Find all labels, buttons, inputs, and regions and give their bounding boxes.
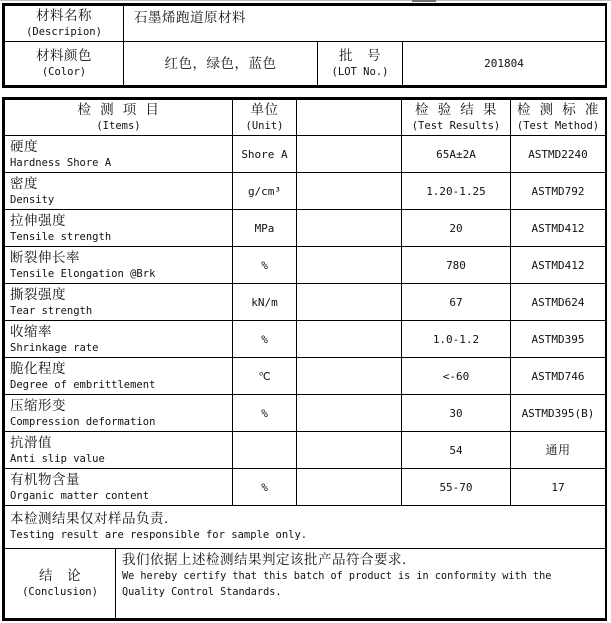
method-cell: ASTMD412 (511, 247, 606, 284)
result-cell: 65A±2A (402, 136, 511, 173)
item-cell (5, 247, 233, 284)
test-row-tensile-strength (5, 210, 606, 247)
test-row-compression (5, 395, 606, 432)
disclaimer-note-en: Testing result are responsible for sample only. (10, 529, 308, 542)
item-cell (5, 358, 233, 395)
method-cell: ASTMD2240 (511, 136, 606, 173)
item-name-en: Tear strength (10, 304, 93, 317)
conclusion-statement-en: We hereby certify that this batch of product is in conformity with the Quality Control Standards. (122, 570, 552, 598)
item-cell (5, 173, 233, 210)
item-name-en: Tensile Elongation @Brk (10, 267, 156, 280)
item-name-en: Density (10, 193, 55, 206)
blank-cell (297, 173, 402, 210)
method-cell: 17 (511, 469, 606, 506)
test-row-embrittlement (5, 358, 606, 395)
col-header-method-en: (Test Method) (516, 120, 600, 132)
blank-cell (297, 284, 402, 321)
col-header-unit-cn: 单位 (250, 102, 279, 118)
result-cell: 1.20-1.25 (402, 173, 511, 210)
material-color-row (5, 42, 606, 86)
item-name-en: Organic matter content (10, 489, 150, 502)
result-cell: 55-70 (402, 469, 511, 506)
col-header-results (402, 100, 511, 136)
result-cell: 67 (402, 284, 511, 321)
blank-cell (297, 321, 402, 358)
material-color-value: 红色，绿色，蓝色 (124, 42, 318, 86)
col-header-items-cn: 检 测 项 目 (77, 102, 160, 118)
col-header-items-en: (Items) (96, 120, 141, 132)
test-row-hardness (5, 136, 606, 173)
item-name-en: Anti slip value (10, 452, 105, 465)
test-table-header-row (5, 100, 606, 136)
col-header-method-cn: 检 测 标 准 (517, 102, 599, 118)
scan-artifact-smudge (412, 0, 436, 2)
item-cell (5, 432, 233, 469)
test-row-tear-strength (5, 284, 606, 321)
unit-cell: g/cm³ (233, 173, 297, 210)
method-cell: 通用 (511, 432, 606, 469)
result-cell: 20 (402, 210, 511, 247)
blank-cell (297, 358, 402, 395)
unit-cell: % (233, 247, 297, 284)
item-name-cn: 压缩形变 (10, 397, 66, 414)
result-cell: 54 (402, 432, 511, 469)
material-color-label-en: (Color) (41, 66, 87, 78)
method-cell: ASTMD792 (511, 173, 606, 210)
lot-number-label (318, 42, 403, 86)
unit-cell: kN/m (233, 284, 297, 321)
conclusion-body (116, 548, 606, 618)
col-header-unit-en: (Unit) (245, 120, 284, 132)
unit-cell: % (233, 321, 297, 358)
conclusion-label-en: (Conclusion) (22, 585, 98, 598)
col-header-results-cn: 检 验 结 果 (415, 102, 497, 118)
item-cell (5, 469, 233, 506)
disclaimer-note-cn: 本检测结果仅对样品负责． (10, 511, 178, 528)
col-header-blank (297, 100, 402, 136)
method-cell: ASTMD746 (511, 358, 606, 395)
method-cell: ASTMD412 (511, 210, 606, 247)
test-results-table (2, 97, 607, 621)
unit-cell: Shore A (233, 136, 297, 173)
method-cell: ASTMD395 (511, 321, 606, 358)
unit-cell: % (233, 395, 297, 432)
material-info-table (2, 3, 607, 88)
method-cell: ASTMD395(B) (511, 395, 606, 432)
item-cell (5, 321, 233, 358)
unit-cell: MPa (233, 210, 297, 247)
col-header-method (511, 100, 606, 136)
result-cell: 1.0-1.2 (402, 321, 511, 358)
col-header-items (5, 100, 233, 136)
test-row-shrinkage (5, 321, 606, 358)
material-name-label (5, 6, 124, 42)
item-name-cn: 撕裂强度 (10, 286, 66, 303)
conclusion-row (5, 548, 606, 618)
disclaimer-note (5, 506, 606, 548)
conclusion-label-cn: 结 论 (39, 567, 81, 584)
item-name-cn: 密度 (10, 175, 38, 192)
item-name-en: Hardness Shore A (10, 156, 112, 169)
lot-number-value: 201804 (403, 42, 606, 86)
blank-cell (297, 432, 402, 469)
conclusion-label (5, 548, 116, 618)
scan-artifact-line (0, 0, 611, 1)
test-row-elongation (5, 247, 606, 284)
test-row-density (5, 173, 606, 210)
item-cell (5, 136, 233, 173)
result-cell: 780 (402, 247, 511, 284)
unit-cell (233, 432, 297, 469)
item-name-cn: 硬度 (10, 138, 38, 155)
conclusion-statement-cn: 我们依据上述检测结果判定该批产品符合要求． (122, 551, 416, 568)
item-name-cn: 脆化程度 (10, 360, 66, 377)
material-name-value: 石墨烯跑道原材料 (124, 6, 606, 42)
item-name-en: Tensile strength (10, 230, 112, 243)
item-cell (5, 284, 233, 321)
material-name-row (5, 6, 606, 42)
blank-cell (297, 210, 402, 247)
item-cell (5, 210, 233, 247)
method-cell: ASTMD624 (511, 284, 606, 321)
material-name-label-cn: 材料名称 (36, 8, 92, 24)
item-name-en: Degree of embrittlement (10, 378, 156, 391)
test-row-organic-content (5, 469, 606, 506)
blank-cell (297, 136, 402, 173)
test-row-anti-slip (5, 432, 606, 469)
result-cell: <-60 (402, 358, 511, 395)
blank-cell (297, 395, 402, 432)
item-cell (5, 395, 233, 432)
col-header-results-en: (Test Results) (411, 120, 501, 132)
unit-cell: % (233, 469, 297, 506)
item-name-en: Compression deformation (10, 415, 156, 428)
blank-cell (297, 247, 402, 284)
blank-cell (297, 469, 402, 506)
item-name-cn: 有机物含量 (10, 471, 80, 488)
item-name-cn: 拉伸强度 (10, 212, 66, 229)
item-name-cn: 抗滑值 (10, 434, 52, 451)
lot-number-label-cn: 批 号 (339, 48, 381, 64)
lot-number-label-en: (LOT No.) (331, 66, 389, 78)
material-name-label-en: (Descripion) (26, 26, 102, 38)
material-color-label-cn: 材料颜色 (36, 48, 92, 64)
material-color-label (5, 42, 124, 86)
result-cell: 30 (402, 395, 511, 432)
item-name-cn: 断裂伸长率 (10, 249, 80, 266)
col-header-unit (233, 100, 297, 136)
unit-cell: ℃ (233, 358, 297, 395)
item-name-en: Shrinkage rate (10, 341, 99, 354)
item-name-cn: 收缩率 (10, 323, 52, 340)
note-row (5, 506, 606, 548)
